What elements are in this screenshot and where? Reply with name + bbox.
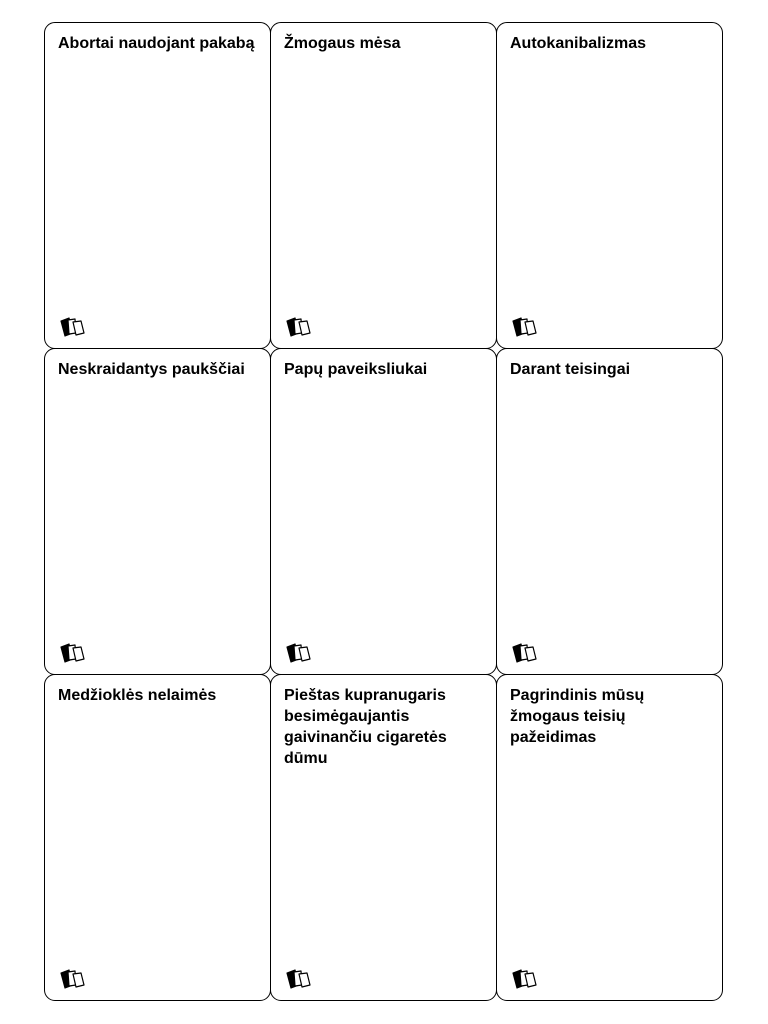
cards-logo-icon [510, 642, 538, 664]
card-text: Abortai naudojant pakabą [58, 35, 255, 52]
cards-logo-icon [510, 316, 538, 338]
card-text: Pieštas kupranugaris besimėgaujantis gaivinančiu cigaretės dūmu [284, 687, 447, 767]
card-sheet [44, 22, 724, 1002]
card [496, 348, 723, 675]
card [496, 674, 723, 1001]
card-text: Papų paveiksliukai [284, 361, 428, 378]
card [496, 22, 723, 349]
card-text: Medžioklės nelaimės [58, 687, 217, 704]
card-text: Neskraidantys paukščiai [58, 361, 245, 378]
cards-logo-icon [284, 316, 312, 338]
cards-logo-icon [510, 968, 538, 990]
cards-logo-icon [58, 968, 86, 990]
cards-logo-icon [58, 316, 86, 338]
card [44, 348, 271, 675]
cards-logo-icon [284, 968, 312, 990]
cards-logo-icon [58, 642, 86, 664]
card [44, 674, 271, 1001]
card [270, 348, 497, 675]
card [270, 22, 497, 349]
card-text: Pagrindinis mūsų žmogaus teisių pažeidimas [510, 687, 645, 746]
card-text: Darant teisingai [510, 361, 631, 378]
card [44, 22, 271, 349]
card-text: Autokanibalizmas [510, 35, 647, 52]
cards-logo-icon [284, 642, 312, 664]
card [270, 674, 497, 1001]
card-text: Žmogaus mėsa [284, 35, 401, 52]
